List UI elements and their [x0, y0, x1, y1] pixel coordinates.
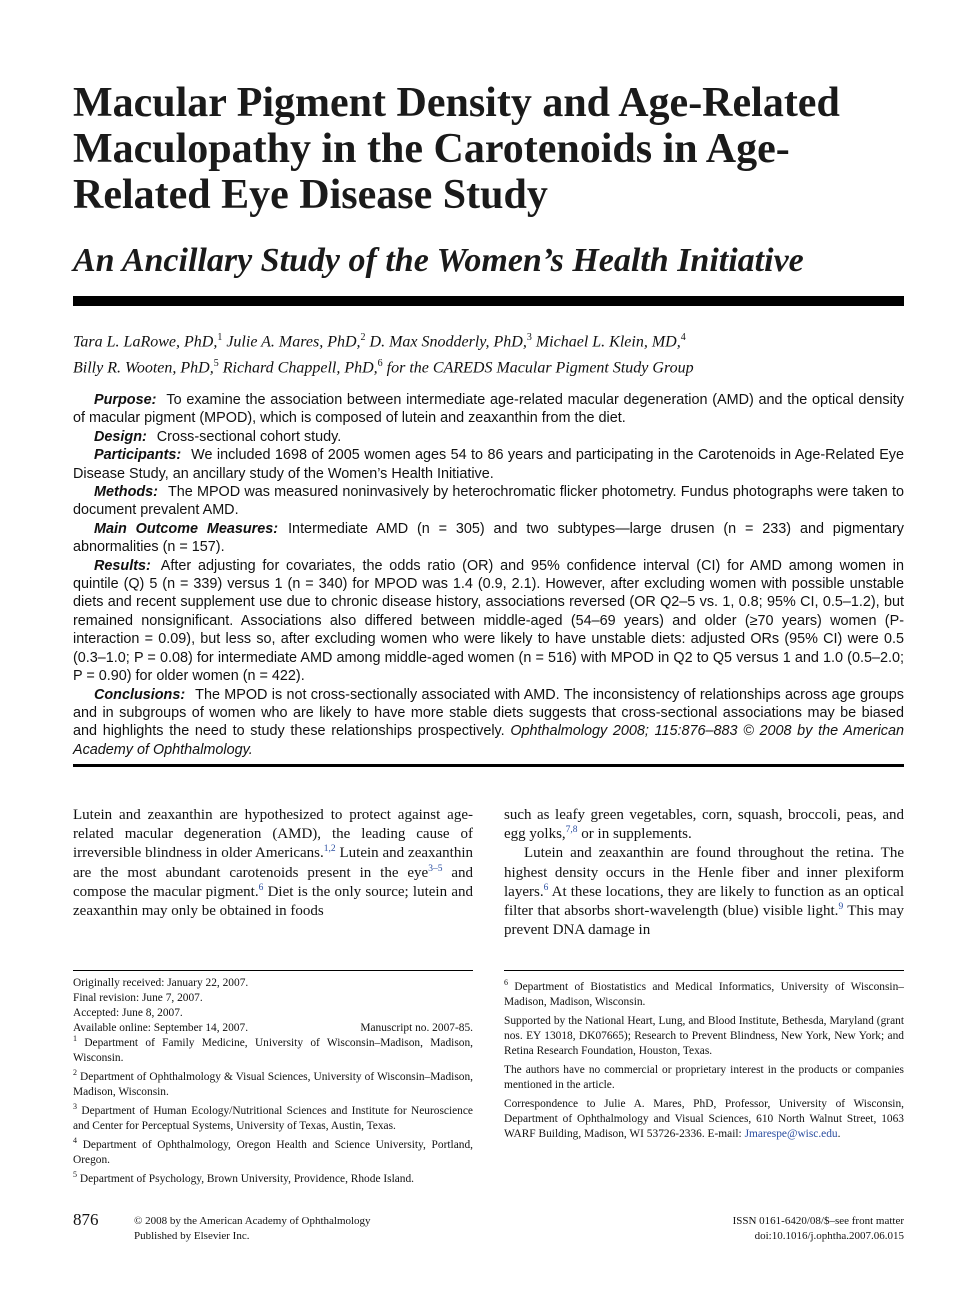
abstract-text: The MPOD was measured noninvasively by heterochromatic flicker photometry. Fundus photographs were taken to document prevalent AMD. — [73, 484, 904, 519]
author-affiliation-mark: 5 — [213, 358, 219, 370]
abstract-methods — [73, 483, 904, 520]
abstract-text: Cross-sectional cohort study. — [156, 428, 342, 445]
title-divider — [73, 296, 904, 306]
online-row — [73, 1021, 473, 1036]
footnotes-left — [73, 976, 473, 1191]
author-affiliation-mark: 6 — [377, 358, 383, 370]
funding-note: Supported by the National Heart, Lung, and Blood Institute, Bethesda, Maryland (grant nos. EY 13018, DK07665); Research to Prevent Blindness, New York, New York; and Retina Research Foundation, Houston, Texas. — [504, 1015, 904, 1057]
abstract-text: We included 1698 of 2005 women ages 54 to 86 years and participating in the Carotenoids in Age-Related Eye Disease Study, an ancillary study of the Women’s Health Initiative. — [73, 447, 904, 482]
abstract-label: Results: — [94, 557, 151, 574]
body-paragraph: Lutein and zeaxanthin are hypothesized to protect against age-related macular degeneration (AMD), the leading cause of irreversible blindness in older Americans.$^{1,2}$ Lutein and zeaxanthin are the most abundant carotenoids present in the eye$^{3-5}$ and compose the macular pigment.$^6$ Diet is the only source; lutein and zeaxanthin may only be obtained in foods — [73, 807, 473, 920]
author-name: Julie A. Mares, PhD, — [226, 333, 361, 351]
abstract-label: Participants: — [94, 447, 182, 464]
abstract-text: The MPOD is not cross-sectionally associated with AMD. The inconsistency of relationships across age groups and in subgroups of women who are likely to have more stable diets suggests that cross-sectional associations may be biased and highlights the need to study these relationships prospectively. — [73, 686, 904, 740]
abstract-participants — [73, 446, 904, 483]
received-date: Originally received: January 22, 2007. — [73, 977, 249, 989]
correspondence: Correspondence to Julie A. Mares, PhD, Professor, University of Wisconsin, Department of Ophthalmology and Visual Sciences, 610 North Walnut Street, 1063 WARF Building, Madison, WI 53726-2336. E-mail: Jmarespe@wisc.edu. — [504, 1098, 904, 1140]
revision-date: Final revision: June 7, 2007. — [73, 992, 203, 1004]
footnote-divider — [504, 970, 904, 971]
footnote-divider — [73, 970, 473, 971]
author-name: D. Max Snodderly, PhD, — [369, 333, 527, 351]
author-name: Billy R. Wooten, PhD, — [73, 359, 214, 377]
email-link[interactable]: Jmarespe@wisc.edu — [744, 1128, 838, 1140]
article-title: Macular Pigment Density and Age-Related Maculopathy in the Carotenoids in Age-Related Eye Disease Study — [73, 80, 840, 218]
issn: ISSN 0161-6420/08/$–see front matter — [732, 1215, 904, 1227]
footnotes-right — [504, 980, 904, 1146]
reference-link[interactable]: 6 — [543, 882, 549, 893]
body-column-left — [73, 806, 473, 921]
study-group: for the CAREDS Macular Pigment Study Group — [386, 359, 694, 377]
author-name: Michael L. Klein, MD, — [535, 333, 681, 351]
reference-link[interactable]: 1,2 — [323, 844, 336, 855]
abstract-text: After adjusting for covariates, the odds ratio (OR) and 95% confidence interval (CI) for AMD among women in quintile (Q) 5 (n = 339) versus 1 (n = 340) for MPOD was 1.4 (0.9, 2.1). However, after excluding women with possible unstable diets and recent supplement use due to chronic disease history, associations reversed (OR Q2–5 vs. 1, 0.8; 95% CI, 0.5–1.2), but remained nonsignificant. Associations also differed between middle-aged (54–69 years) and older (≥70 years) women (P-interaction = 0.09), but less so, after excluding women who were likely to have unstable diets: adjusted ORs (95% CI) were 0.5 (0.3–1.0; P = 0.08) for intermediate AMD among middle-aged women (n = 516) with MPOD in Q2 to Q5 versus 1 and 1.0 (0.5–2.0; P = 0.90) for older women (n = 422). — [73, 557, 904, 685]
page-footer — [73, 1210, 904, 1250]
copyright: © 2008 by the American Academy of Ophthalmology — [134, 1215, 371, 1227]
page-number: 876 — [73, 1210, 99, 1229]
reference-link[interactable]: 7,8 — [565, 825, 578, 836]
affiliation: $^1$ Department of Family Medicine, University of Wisconsin–Madison, Madison, Wisconsin. — [73, 1034, 473, 1064]
abstract-label: Design: — [94, 428, 147, 445]
body-paragraph: Lutein and zeaxanthin are found throughout the retina. The highest density occurs in the Henle fiber and inner plexiform layers.$^6$ At these locations, they are likely to function as an optical filter that absorbs short-wavelength (blue) visible light.$^9$ This may prevent DNA damage in — [504, 845, 904, 939]
article-dates — [73, 976, 473, 1036]
abstract-label: Purpose: — [94, 392, 157, 408]
abstract-text: To examine the association between intermediate age-related macular degeneration (AMD) and the optical density of macular pigment (MPOD), which is composed of lutein and zeaxanthin from the diet. — [73, 392, 904, 427]
abstract-divider — [73, 764, 904, 767]
author-list — [73, 327, 904, 380]
article-subtitle: An Ancillary Study of the Women’s Health Initiative — [73, 242, 804, 279]
abstract-conclusions — [73, 686, 904, 760]
author-affiliation-mark: 3 — [526, 332, 532, 343]
conflict-note: The authors have no commercial or proprietary interest in the products or companies mentioned in the article. — [504, 1064, 904, 1091]
reference-link[interactable]: 9 — [838, 902, 844, 913]
abstract-label: Conclusions: — [94, 686, 186, 703]
online-date: Available online: September 14, 2007. — [73, 1022, 249, 1034]
abstract-label: Methods: — [94, 484, 158, 501]
doi: doi:10.1016/j.ophtha.2007.06.015 — [754, 1230, 904, 1242]
author-affiliation-mark: 1 — [217, 332, 223, 343]
abstract-design — [73, 428, 904, 446]
reference-link[interactable]: 3–5 — [428, 863, 443, 874]
abstract-label: Main Outcome Measures: — [94, 520, 279, 537]
author-name: Tara L. LaRowe, PhD, — [73, 333, 218, 351]
affiliation: $^5$ Department of Psychology, Brown University, Providence, Rhode Island. — [73, 1170, 415, 1185]
accepted-date: Accepted: June 8, 2007. — [73, 1007, 183, 1019]
reference-link[interactable]: 6 — [258, 882, 264, 893]
affiliation: $^4$ Department of Ophthalmology, Oregon Health and Science University, Portland, Oregon. — [73, 1136, 473, 1166]
manuscript-number: Manuscript no. 2007-85. — [360, 1022, 473, 1034]
footer-identifiers — [733, 1214, 904, 1244]
author-affiliation-mark: 4 — [680, 332, 686, 343]
author-name: Richard Chappell, PhD, — [222, 359, 378, 377]
abstract-measures — [73, 520, 904, 557]
journal-citation: Ophthalmology 2008; 115:876–883 © 2008 by the American Academy of Ophthalmology. — [73, 723, 905, 758]
body-column-right — [504, 806, 904, 940]
body-paragraph: such as leafy green vegetables, corn, squash, broccoli, peas, and egg yolks,$^{7,8}$ or in supplements. — [504, 807, 904, 843]
abstract-purpose — [73, 391, 904, 428]
footer-copyright — [134, 1214, 371, 1244]
abstract-results — [73, 557, 904, 686]
abstract-text: Intermediate AMD (n = 305) and two subtypes—large drusen (n = 233) and pigmentary abnormalities (n = 157). — [73, 520, 904, 556]
publisher: Published by Elsevier Inc. — [134, 1230, 250, 1242]
author-affiliation-mark: 2 — [360, 332, 366, 343]
abstract — [73, 391, 904, 759]
affiliation: $^6$ Department of Biostatistics and Medical Informatics, University of Wisconsin–Madison, Madison, Wisconsin. — [504, 978, 904, 1008]
affiliation: $^2$ Department of Ophthalmology & Visual Sciences, University of Wisconsin–Madison, Madison, Wisconsin. — [73, 1068, 473, 1098]
affiliation: $^3$ Department of Human Ecology/Nutritional Sciences and Institute for Neuroscience and Center for Perceptual Systems, University of Texas, Austin, Texas. — [73, 1102, 473, 1132]
